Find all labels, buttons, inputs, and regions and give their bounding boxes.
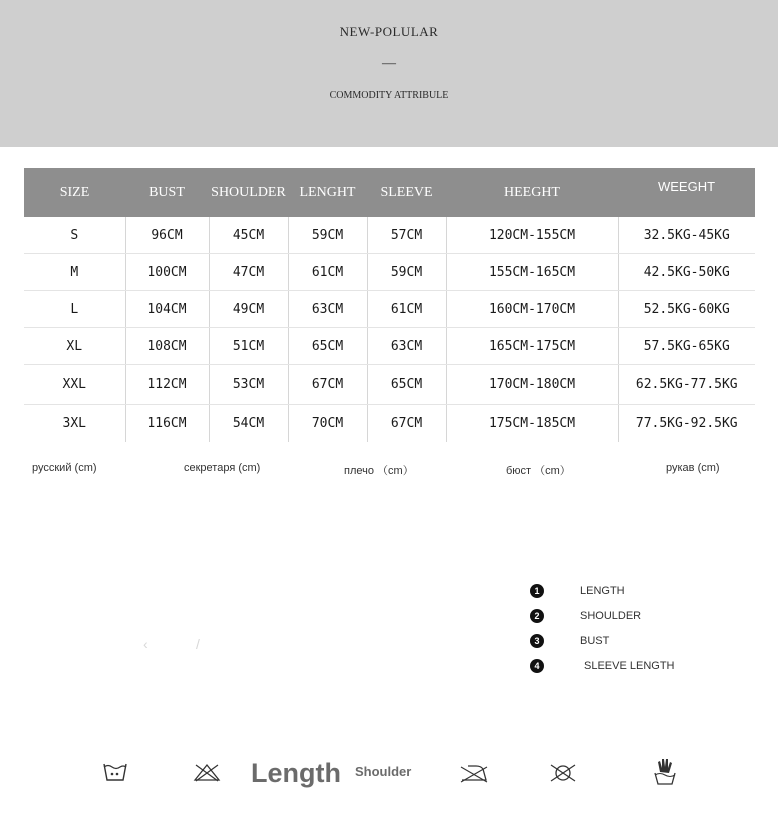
ru-label-secretary: секретаря (cm) xyxy=(184,462,261,474)
table-row xyxy=(24,291,755,328)
legend-number: 4 xyxy=(530,659,544,673)
cell-bust: 112CM xyxy=(125,365,209,405)
wash-30-icon xyxy=(102,760,128,784)
cell-height: 165CM-175CM xyxy=(446,328,618,365)
page-subtitle: COMMODITY ATTRIBULE xyxy=(329,90,449,101)
cell-height: 160CM-170CM xyxy=(446,291,618,328)
cell-shoulder: 51CM xyxy=(209,328,288,365)
ru-label-bust: бюст （cm） xyxy=(506,465,571,477)
faint-mark: / xyxy=(196,636,200,652)
table-header-row xyxy=(24,168,755,217)
cell-height: 170CM-180CM xyxy=(446,365,618,405)
header-sleeve: SLEEVE xyxy=(367,168,446,217)
cell-shoulder: 53CM xyxy=(209,365,288,405)
cell-length: 59CM xyxy=(288,217,367,254)
cell-bust: 96CM xyxy=(125,217,209,254)
cell-weight: 42.5KG-50KG xyxy=(618,254,755,291)
legend-label: LENGTH xyxy=(580,585,625,597)
cell-bust: 100CM xyxy=(125,254,209,291)
care-shoulder-word: Shoulder xyxy=(355,764,412,779)
header-size: SIZE xyxy=(24,168,125,217)
cell-size: XL xyxy=(24,328,125,365)
cell-length: 63CM xyxy=(288,291,367,328)
legend-label: SLEEVE LENGTH xyxy=(584,660,675,672)
legend-number: 3 xyxy=(530,634,544,648)
cell-bust: 104CM xyxy=(125,291,209,328)
faint-mark: ‹ xyxy=(143,636,148,652)
cell-size: M xyxy=(24,254,125,291)
table-row xyxy=(24,328,755,365)
cell-sleeve: 63CM xyxy=(367,328,446,365)
legend-label: BUST xyxy=(580,635,610,647)
cell-length: 70CM xyxy=(288,405,367,443)
cell-weight: 62.5KG-77.5KG xyxy=(618,365,755,405)
header-height: HEEGHT xyxy=(446,168,618,217)
cell-weight: 32.5KG-45KG xyxy=(618,217,755,254)
ru-label-length: русский (cm) xyxy=(32,462,97,474)
cell-weight: 77.5KG-92.5KG xyxy=(635,416,738,431)
table-row xyxy=(24,365,755,405)
hand-wash-icon xyxy=(652,756,678,786)
legend-label: SHOULDER xyxy=(580,610,642,622)
header-weight: WEEGHT xyxy=(618,168,755,217)
cell-sleeve: 61CM xyxy=(367,291,446,328)
title-dash: — xyxy=(382,56,396,71)
cell-size: 3XL xyxy=(24,405,125,443)
cell-weight: 57.5KG-65KG xyxy=(618,328,755,365)
cell-shoulder: 54CM xyxy=(209,405,288,443)
cell-sleeve: 57CM xyxy=(367,217,446,254)
table-row xyxy=(24,254,755,291)
cell-shoulder: 45CM xyxy=(209,217,288,254)
size-table xyxy=(24,168,755,442)
ru-label-shoulder: плечо （cm） xyxy=(344,465,414,477)
table-row xyxy=(24,405,755,443)
cell-length: 65CM xyxy=(288,328,367,365)
cell-size: XXL xyxy=(24,365,125,405)
legend-number: 1 xyxy=(530,584,544,598)
cell-bust: 116CM xyxy=(125,405,209,443)
no-bleach-icon xyxy=(193,762,221,782)
cell-sleeve: 59CM xyxy=(367,254,446,291)
cell-size: S xyxy=(24,217,125,254)
cell-height: 155CM-165CM xyxy=(446,254,618,291)
header-banner xyxy=(0,0,778,147)
cell-shoulder: 47CM xyxy=(209,254,288,291)
care-length-word: Length xyxy=(251,758,341,788)
cell-sleeve: 65CM xyxy=(367,365,446,405)
cell-sleeve: 67CM xyxy=(367,405,446,443)
cell-length: 61CM xyxy=(288,254,367,291)
cell-bust: 108CM xyxy=(125,328,209,365)
ru-label-sleeve: рукав (cm) xyxy=(666,462,720,474)
cell-weight: 52.5KG-60KG xyxy=(618,291,755,328)
cell-shoulder: 49CM xyxy=(209,291,288,328)
cell-length: 67CM xyxy=(288,365,367,405)
header-shoulder: SHOULDER xyxy=(209,168,288,217)
table-row xyxy=(24,217,755,254)
header-length: LENGHT xyxy=(288,168,367,217)
header-bust: BUST xyxy=(125,168,209,217)
legend-number: 2 xyxy=(530,609,544,623)
iron-low-icon xyxy=(459,763,489,783)
cell-height: 175CM-185CM xyxy=(446,405,618,443)
cell-size: L xyxy=(24,291,125,328)
no-dryclean-icon xyxy=(548,762,578,784)
page-title: NEW-POLULAR xyxy=(339,24,439,39)
cell-height: 120CM-155CM xyxy=(446,217,618,254)
